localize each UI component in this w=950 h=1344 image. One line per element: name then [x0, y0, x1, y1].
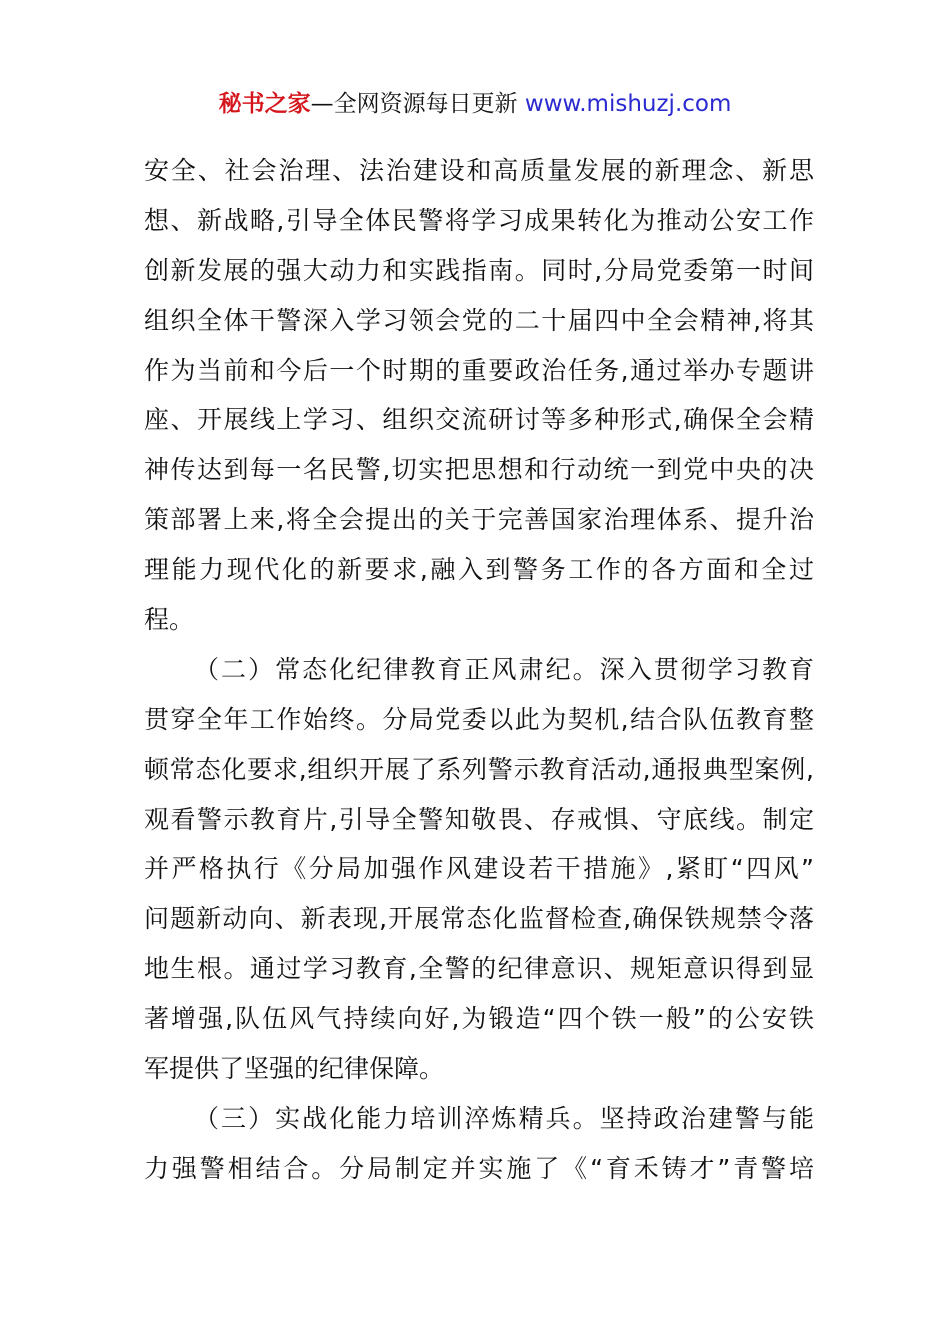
text-line: 理能力现代化的新要求,融入到警务工作的各方面和全过: [144, 555, 814, 585]
site-url-link[interactable]: www.mishuzj.com: [524, 91, 732, 117]
text-line: 神传达到每一名民警,切实把思想和行动统一到党中央的决: [144, 455, 814, 485]
text-line: 安全、社会治理、法治建设和高质量发展的新理念、新思: [144, 156, 814, 185]
text-line: 创新发展的强大动力和实践指南。同时,分局党委第一时间: [144, 255, 814, 285]
text-line: 观看警示教育片,引导全警知敬畏、存戒惧、守底线。制定: [144, 804, 814, 834]
site-header: [0, 86, 950, 122]
text-line: 组织全体干警深入学习领会党的二十届四中全会精神,将其: [144, 305, 814, 335]
text-line: 想、新战略,引导全体民警将学习成果转化为推动公安工作: [144, 205, 814, 235]
text-line: 策部署上来,将全会提出的关于完善国家治理体系、提升治: [144, 505, 814, 535]
text-line: 程。: [144, 605, 195, 635]
section-heading-line: （三）实战化能力培训淬炼精兵。坚持政治建警与能: [194, 1103, 814, 1133]
text-line: 力强警相结合。分局制定并实施了《“育禾铸才”青警培: [144, 1153, 814, 1183]
text-line: 作为当前和今后一个时期的重要政治任务,通过举办专题讲: [144, 355, 814, 385]
text-line: 顿常态化要求,组织开展了系列警示教育活动,通报典型案例,: [144, 754, 814, 784]
text-line: 军提供了坚强的纪律保障。: [144, 1054, 445, 1084]
text-line: 贯穿全年工作始终。分局党委以此为契机,结合队伍教育整: [144, 704, 814, 734]
header-tagline: —全网资源每日更新: [310, 91, 518, 117]
section-heading-line: （二）常态化纪律教育正风肃纪。深入贯彻学习教育: [194, 654, 814, 684]
text-line: 座、开展线上学习、组织交流研讨等多种形式,确保全会精: [144, 405, 814, 435]
text-line: 问题新动向、新表现,开展常态化监督检查,确保铁规禁令落: [144, 904, 814, 934]
brand-name: 秘书之家: [218, 91, 311, 117]
text-line: 著增强,队伍风气持续向好,为锻造“四个铁一般”的公安铁: [144, 1004, 814, 1034]
text-line: 并严格执行《分局加强作风建设若干措施》,紧盯“四风”: [144, 854, 814, 884]
document-body: [144, 146, 814, 1194]
text-line: 地生根。通过学习教育,全警的纪律意识、规矩意识得到显: [144, 954, 814, 984]
